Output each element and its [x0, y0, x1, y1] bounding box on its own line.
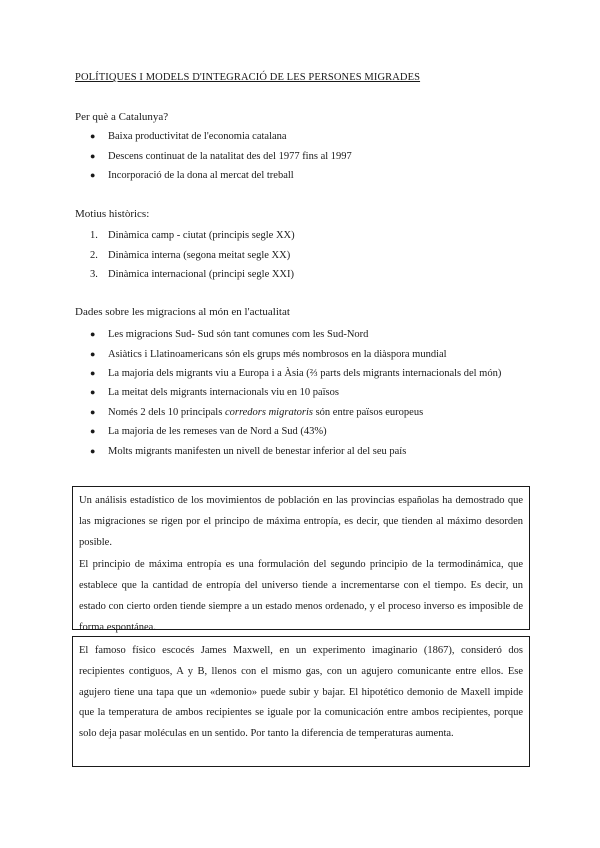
- box-paragraph: El principio de máxima entropía es una formulación del segundo principio de la termodinámica, que establece que la cantidad de entropía del universo tiende a incrementarse con el tiempo. Es decir, un estado con cierto orden tiende siempre a un estado menos ordenado, y el proceso inverso es imposible de forma espontánea.: [79, 559, 523, 633]
- bullet-icon: ●: [90, 348, 96, 359]
- box-paragraph: Un análisis estadístico de los movimientos de población en las provincias españolas ha demostrado que las migraciones se rigen por el principo de máxima entropía, es decir, que tienden al máximo desorden posible.: [79, 495, 523, 548]
- bullet-icon: ●: [90, 368, 96, 378]
- section-heading-catalunya: Per què a Catalunya?: [75, 111, 169, 123]
- bullet-icon: ●: [90, 170, 96, 180]
- list-item: 3. Dinàmica internacional (principi segle XXI): [90, 269, 295, 280]
- bullet-icon: ●: [90, 387, 96, 397]
- list-item: ● La majoria de les remeses van de Nord a Sud (43%): [75, 422, 535, 442]
- bullet-list-dades: [75, 325, 535, 461]
- list-item: ● Descens continuat de la natalitat des del 1977 fins al 1997: [75, 147, 535, 167]
- bullet-icon: ●: [90, 329, 96, 339]
- bullet-icon: ●: [90, 150, 96, 161]
- bullet-icon: ●: [90, 406, 96, 417]
- list-item: ● Molts migrants manifesten un nivell de benestar inferior al del seu país: [75, 442, 535, 462]
- list-item: ● Les migracions Sud- Sud són tant comunes com les Sud-Nord: [75, 325, 535, 345]
- bullet-icon: ●: [90, 131, 96, 141]
- document-title: POLÍTIQUES I MODELS D'INTEGRACIÓ DE LES PERSONES MIGRADES: [75, 72, 421, 83]
- list-item: ● Baixa productivitat de l'economia catalana: [75, 127, 535, 147]
- maxwell-text-box: [72, 636, 530, 767]
- section-heading-dades: Dades sobre les migracions al món en l'actualitat: [75, 306, 290, 318]
- bullet-list-catalunya: [75, 127, 535, 186]
- bullet-icon: ●: [90, 445, 96, 456]
- list-item: ● Només 2 dels 10 principals corredors migratoris són entre països europeus: [75, 403, 535, 423]
- numbered-list-motius: [75, 226, 535, 285]
- list-item: 2. Dinàmica interna (segona meitat segle XX): [90, 249, 291, 261]
- section-heading-motius: Motius històrics:: [75, 208, 150, 220]
- list-item: ● La majoria dels migrants viu a Europa i a Àsia (⅔ parts dels migrants internacionals del món): [75, 364, 535, 383]
- entropy-text-box: [72, 486, 530, 633]
- bullet-icon: ●: [90, 426, 96, 436]
- list-item: ● Incorporació de la dona al mercat del treball: [75, 166, 535, 186]
- list-item: 1. Dinàmica camp - ciutat (principis segle XX): [90, 230, 295, 241]
- list-item: ● Asiàtics i Llatinoamericans són els grups més nombrosos en la diàspora mundial: [75, 345, 535, 365]
- list-item: ● La meitat dels migrants internacionals viu en 10 països: [75, 383, 535, 403]
- box-paragraph: El famoso físico escocés James Maxwell, en un experimento imaginario (1867), consideró dos recipientes contiguos, A y B, llenos con el mismo gas, con un agujero comunicante entre ellos. Ese agujero tiene una tapa que un «demonio» puede subir y bajar. El hipotético demonio de Maxell impide que la temperatura de ambos recipientes se iguale por la comunicación entre ambos recipientes, porque solo deja pasar moléculas en un sentido. Por tanto la diferencia de temperaturas aumenta.: [79, 645, 523, 740]
